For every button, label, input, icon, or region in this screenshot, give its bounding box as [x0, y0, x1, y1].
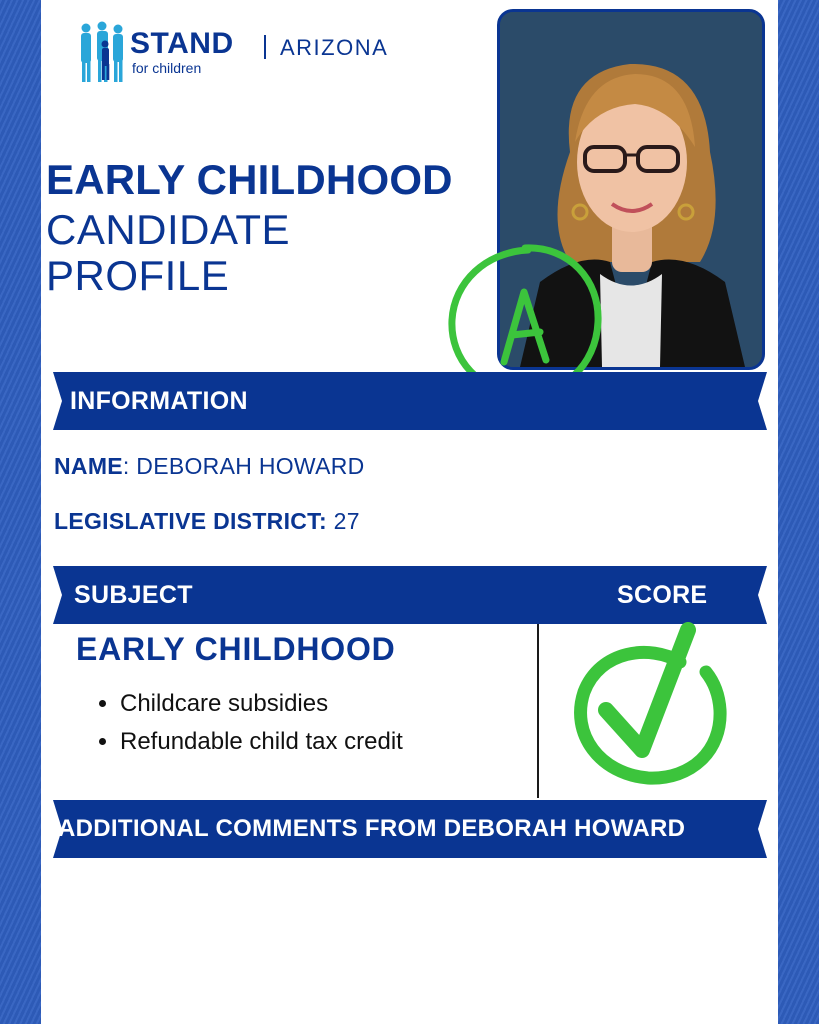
- district-label: LEGISLATIVE DISTRICT:: [54, 508, 327, 534]
- title-candidate-profile: [46, 207, 290, 299]
- title-early-childhood: EARLY CHILDHOOD: [46, 156, 453, 203]
- column-divider: [537, 624, 539, 798]
- logo-region: ARIZONA: [280, 35, 389, 60]
- name-value: : DEBORAH HOWARD: [122, 453, 365, 479]
- children-figures-icon: [78, 20, 126, 84]
- district-value: 27: [326, 508, 360, 534]
- list-item: • Childcare subsidies: [120, 685, 403, 723]
- score-heading: SCORE: [617, 581, 708, 609]
- comments-banner: [42, 800, 778, 858]
- comments-heading: ADDITIONAL COMMENTS FROM DEBORAH HOWARD: [58, 815, 686, 842]
- logo-divider: [264, 35, 266, 59]
- candidate-name: [54, 453, 365, 480]
- list-item: • Refundable child tax credit: [120, 723, 403, 761]
- information-heading: INFORMATION: [70, 387, 248, 415]
- stand-logo: [78, 18, 408, 84]
- check-mark-icon: [570, 622, 730, 786]
- information-banner: [42, 372, 778, 430]
- logo-tagline: for children: [132, 60, 202, 76]
- legislative-district: [54, 508, 360, 535]
- subject-score-banner: [42, 566, 778, 624]
- logo-wordmark: STAND: [130, 27, 234, 60]
- subject-heading: SUBJECT: [74, 581, 193, 609]
- name-label: NAME: [54, 453, 123, 479]
- title-line-profile: PROFILE: [46, 252, 230, 299]
- subject-items: [98, 685, 403, 761]
- subject-title: EARLY CHILDHOOD: [76, 631, 396, 667]
- title-line-candidate: CANDIDATE: [46, 206, 291, 253]
